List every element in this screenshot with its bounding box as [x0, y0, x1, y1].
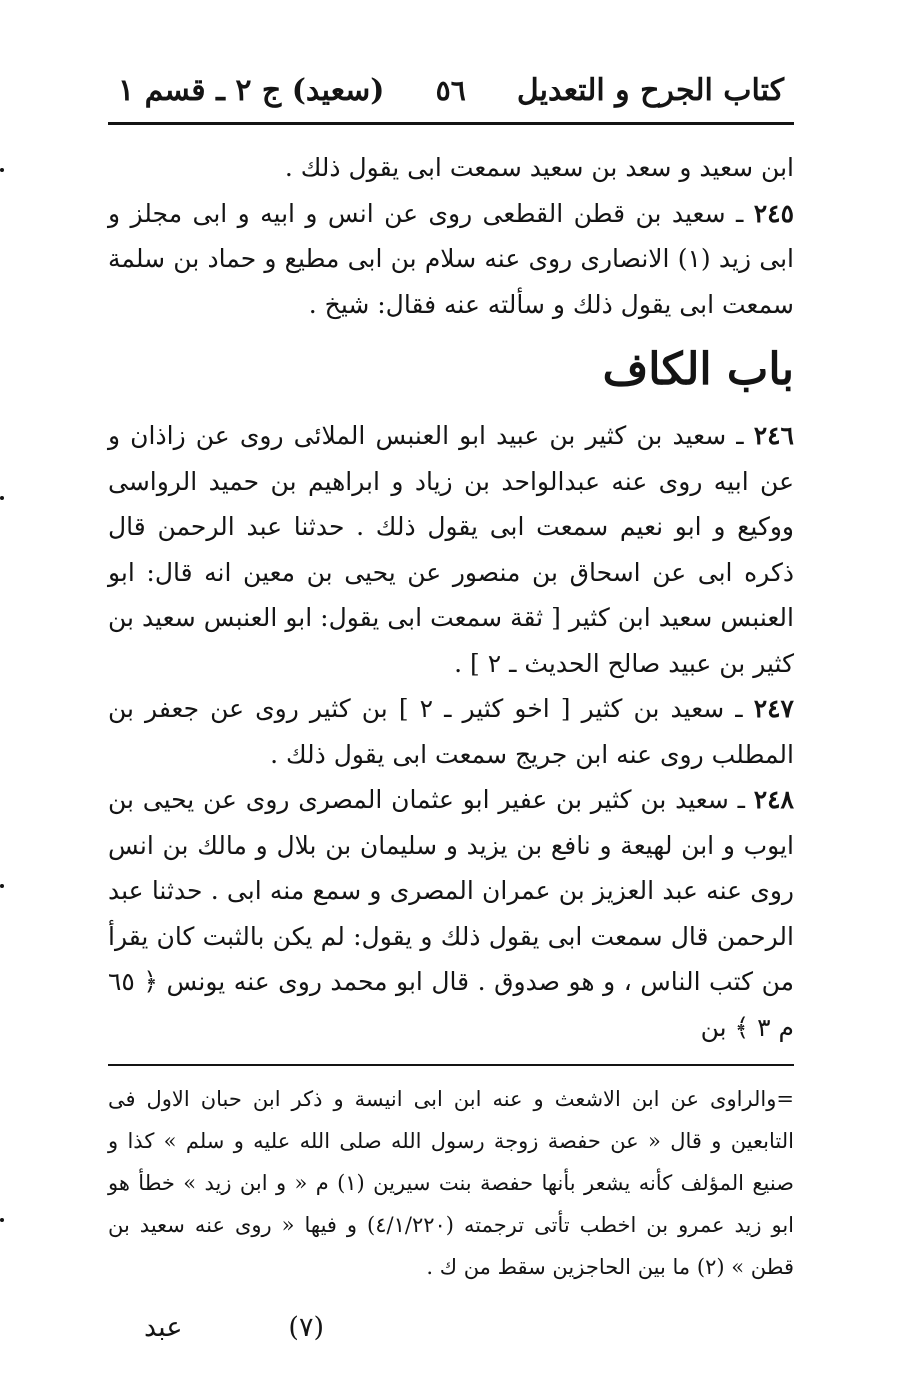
entry-number: ٢٤٨ — [753, 785, 794, 814]
margin-speck — [0, 496, 4, 500]
entry — [108, 777, 794, 1050]
margin-speck — [0, 884, 4, 888]
section-label: (سعيد) ج ٢ ـ قسم ١ — [118, 73, 385, 108]
catchword: عبد — [144, 1312, 183, 1343]
footnote-rule — [108, 1064, 794, 1066]
entry-number: ٢٤٦ — [753, 421, 794, 450]
book-title: كتاب الجرح و التعديل — [516, 73, 784, 108]
entry-text: ـ سعيد بن كثير بن عفير ابو عثمان المصرى روى عن يحيى بن ايوب و ابن لهيعة و نافع بن يزيد و سليمان بن بلال و مالك بن انس روى عنه عبد العزيز بن عمران المصرى و سمع منه ابى . حدثنا عبد الرحمن قال سمعت ابى يقول ذلك و يقول: لم يكن بالثبت كان يقرأ من كتب الناس ، و هو صدوق . قال ابو محمد روى عنه يونس ﴿ ٦٥ م ٣ ﴾ بن — [108, 785, 794, 1042]
running-header — [108, 60, 794, 122]
entry-text: ـ سعيد بن كثير [ اخو كثير ـ ٢ ] بن كثير روى عن جعفر بن المطلب روى عنه ابن جريج سمعت ابى يقول ذلك . — [108, 694, 794, 769]
entry-text: ـ سعيد بن كثير بن عبيد ابو العنبس الملائى روى عن زاذان و عن ابيه روى عنه عبدالواحد بن زياد و ابراهيم بن حميد الرواسى ووكيع و ابو نعيم سمعت ابى يقول ذلك . حدثنا عبد الرحمن قال ذكره ابى عن اسحاق بن منصور عن يحيى بن معين انه قال: ابو العنبس سعيد ابن كثير [ ثقة سمعت ابى يقول: ابو العنبس سعيد بن كثير بن عبيد صالح الحديث ـ ٢ ] . — [108, 421, 794, 678]
entry — [108, 686, 794, 777]
signature-number: (٧) — [288, 1312, 324, 1343]
entry-number: ٢٤٧ — [753, 694, 794, 723]
book-page — [108, 60, 795, 1343]
chapter-heading: باب الكاف — [602, 344, 794, 395]
entry — [108, 413, 794, 686]
footnote-text: =والراوى عن ابن الاشعث و عنه ابن ابى انيسة و ذكر ابن حبان الاول فى التابعين و قال « عن حفصة زوجة رسول الله صلى الله عليه و سلم » كذا و صنيع المؤلف كأنه يشعر بأنها حفصة بنت سيرين (١) م « و ابن زيد » خطأ هو ابو زيد عمرو بن اخطب تأتى ترجمته (٤/١/٢٢٠) و فيها « روى عنه سعيد بن قطن » (٢) ما بين الحاجزين سقط من ك . — [108, 1087, 795, 1279]
entry-number: ٢٤٥ — [753, 198, 795, 228]
page-number: ٥٦ — [435, 74, 466, 107]
margin-speck — [0, 168, 4, 172]
main-text — [108, 145, 794, 1050]
margin-speck — [0, 1218, 4, 1222]
header-rule — [108, 122, 794, 125]
paragraph-text: ابن سعيد و سعد بن سعيد سمعت ابى يقول ذلك . — [284, 153, 794, 182]
entry-text: ـ سعيد بن قطن القطعى روى عن انس و ابيه و ابى مجلز و ابى زيد (١) الانصارى روى عنه سلام بن ابى مطيع و حماد بن سلمة سمعت ابى يقول ذلك و سألته عنه فقال: شيخ . — [108, 198, 794, 319]
footnotes — [108, 1078, 794, 1288]
entry — [108, 191, 794, 328]
paragraph — [108, 145, 794, 191]
page-footer — [108, 1312, 794, 1343]
